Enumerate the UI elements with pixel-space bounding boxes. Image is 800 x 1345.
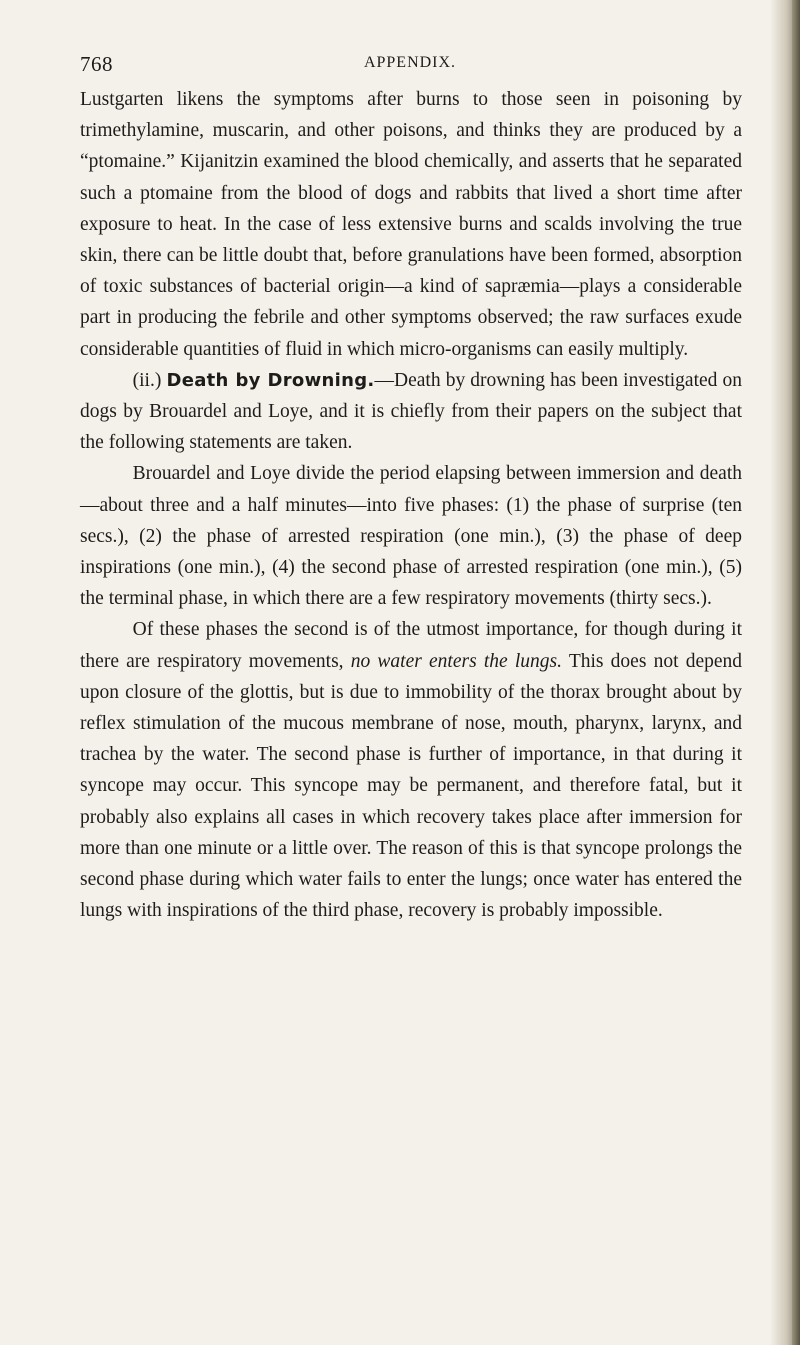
paragraph-second-phase-rest: This does not depend upon closure of the glottis, but is due to immobility of the thorax brought about by reflex stimulation of the mucous membrane of nose, mouth, pharynx, larynx, and trachea by the water. The second phase is further of importance, in that during it syncope may occur. This syncope may be permanent, and therefore fatal, but it probably also explains all cases in which recovery takes place after immersion for more than one minute or a little over. The reason of this is that syncope prolongs the second phase during which water fails to enter the lungs; once water has entered the lungs with inspirations of the third phase, recovery is probably impossible. bbox=[80, 650, 743, 922]
paragraph-drowning-intro-text: —Death by drowning has been investigated on dogs by Brouardel and Loye, and it is chiefly from their papers on the subject that the following statements are taken. bbox=[80, 369, 742, 454]
paragraph-second-phase bbox=[80, 614, 742, 926]
section-number: (ii.) bbox=[132, 369, 162, 391]
running-head: APPENDIX. bbox=[363, 54, 457, 71]
page-number: 768 bbox=[80, 52, 113, 76]
paragraph-burns: Lustgarten likens the symptoms after burns to those seen in poisoning by trimethylamine, muscarin, and other poisons, and thinks they are produced by a “ptomaine.” Kijanitzin examined the blood chemically, and asserts that he separated such a ptomaine from the blood of dogs and rabbits that lived a short time after exposure to heat. In the case of less extensive burns and scalds involving the true skin, there can be little doubt that, before granulations have been formed, absorption of toxic substances of bacterial origin—a kind of sapræmia—plays a considerable part in producing the febrile and other symptoms observed; the raw surfaces exude considerable quantities of fluid in which micro-organisms can easily multiply. bbox=[80, 89, 742, 360]
section-heading-drowning: Death by Drowning. bbox=[166, 369, 375, 391]
paragraph-second-phase-start: Of these phases the second is of the utmost importance, for though during it there are respiratory movements, bbox=[80, 619, 742, 672]
paragraph-phases: Brouardel and Loye divide the period elapsing between immersion and death—about three and a half minutes—into five phases: (1) the phase of surprise (ten secs.), (2) the phase of arrested respiration (one min.), (3) the phase of deep inspirations (one min.), (4) the second phase of arrested respiration (one min.), (5) the terminal phase, in which there are a few respiratory movements (thirty secs.). bbox=[80, 463, 742, 610]
page-edge-shadow bbox=[770, 0, 800, 1345]
body-text bbox=[80, 84, 742, 926]
italic-no-water-enters: no water enters the lungs. bbox=[350, 650, 562, 672]
page-header bbox=[80, 52, 740, 84]
paragraph-drowning-intro bbox=[80, 365, 742, 459]
